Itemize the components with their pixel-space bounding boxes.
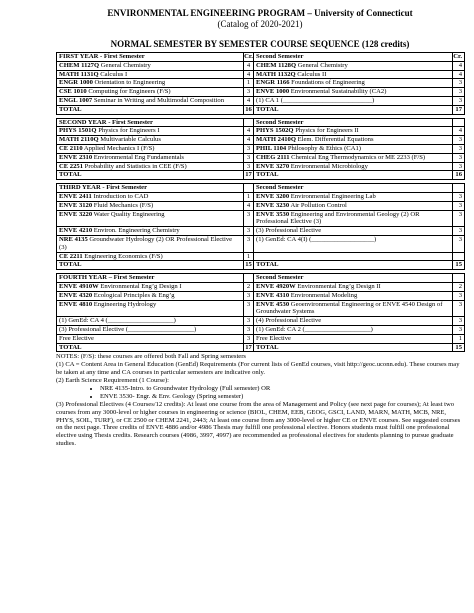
course-code: ENVE 3220 xyxy=(59,210,93,218)
course-credits: 1 xyxy=(244,192,254,201)
course-code: ENVE 4910W xyxy=(59,282,99,290)
total-credits-first: 16 xyxy=(245,105,252,113)
course-credits: 3 xyxy=(453,136,465,145)
table-row xyxy=(57,79,465,88)
course-credits: 3 xyxy=(453,210,465,227)
course-name: Environ. Engineering Chemistry xyxy=(92,227,180,235)
course-cell xyxy=(254,162,453,171)
course-cell xyxy=(57,291,244,300)
course-name: (4) Professional Elective xyxy=(256,317,322,325)
course-credits: 4 xyxy=(244,201,254,210)
course-cell xyxy=(254,127,453,136)
course-credits: 3 xyxy=(453,153,465,162)
course-credits: 3 xyxy=(453,325,465,334)
course-credits: 3 xyxy=(244,144,254,153)
total-label: TOTAL xyxy=(254,171,453,180)
table-row xyxy=(57,61,465,70)
course-name: Engineering and Environmental Geology (2) OR Professional Elective (3) xyxy=(256,210,420,226)
first-semester-label: FIRST YEAR - First Semester xyxy=(57,53,244,62)
course-credits: 3 xyxy=(453,144,465,153)
course-name: Multivariable Calculus xyxy=(98,136,161,144)
credit-header xyxy=(244,184,254,193)
course-cell xyxy=(57,88,244,97)
course-name: Philosophy & Ethics (CA1) xyxy=(286,144,361,152)
course-credits: 3 xyxy=(453,235,465,252)
course-credits: 4 xyxy=(244,127,254,136)
course-cell xyxy=(254,70,453,79)
course-cell xyxy=(254,300,453,317)
course-cell xyxy=(254,201,453,210)
course-cell xyxy=(57,127,244,136)
table-row xyxy=(57,192,465,201)
course-credits: 3 xyxy=(244,153,254,162)
table-row xyxy=(57,162,465,171)
total-credits-first: 17 xyxy=(245,343,252,351)
course-credits: 3 xyxy=(244,88,254,97)
course-code: ENVE 3230 xyxy=(256,201,290,209)
course-cell xyxy=(254,153,453,162)
table-row xyxy=(57,201,465,210)
course-code: ENVE 4210 xyxy=(59,227,93,235)
total-credits-second: 16 xyxy=(453,171,465,180)
course-cell xyxy=(57,227,244,236)
total-credits-second: 15 xyxy=(453,261,465,270)
table-row xyxy=(57,88,465,97)
list-item: • ENVE 3530- Engr. & Env. Geology (Spring semester) xyxy=(100,393,466,401)
credit-header: Cr. xyxy=(453,53,465,62)
course-cell xyxy=(57,282,244,291)
course-credits: 1 xyxy=(453,334,465,343)
course-name: Environmental Eng Fundamentals xyxy=(92,153,184,161)
course-cell xyxy=(254,334,453,343)
course-code: ENVE 3270 xyxy=(256,162,290,170)
credit-header xyxy=(244,274,254,283)
course-name: Chemical Eng Thermodynamics or ME 2233 (F/S) xyxy=(289,153,426,161)
total-credits-first: 17 xyxy=(245,171,252,179)
table-row xyxy=(57,210,465,227)
course-cell xyxy=(254,252,453,261)
list-item: • NRE 4135-Intro. to Groundwater Hydrology (Full semester) OR xyxy=(100,385,466,393)
course-code: MATH 1132Q xyxy=(256,70,296,78)
notes-section xyxy=(56,353,466,448)
course-cell xyxy=(254,79,453,88)
course-credits: 4 xyxy=(244,136,254,145)
course-code: CHEM 1127Q xyxy=(59,61,100,69)
course-credits: 3 xyxy=(244,325,254,334)
semester-table-2 xyxy=(56,118,465,181)
course-code: CHEM 1128Q xyxy=(256,61,297,69)
semester-table-1 xyxy=(56,52,465,115)
course-credits: 4 xyxy=(244,70,254,79)
first-semester-label: FOURTH YEAR – First Semester xyxy=(57,274,244,283)
catalog-year: (Catalog of 2020-2021) xyxy=(217,19,303,29)
course-code: MATH 2110Q xyxy=(59,136,99,144)
total-label: TOTAL xyxy=(254,343,453,352)
course-cell xyxy=(57,79,244,88)
course-credits: 3 xyxy=(453,227,465,236)
total-row xyxy=(57,105,465,114)
course-cell xyxy=(57,300,244,317)
table-row xyxy=(57,136,465,145)
course-name: (1) GenEd: CA 4(I) (___________________) xyxy=(256,235,377,243)
total-credits-first: 15 xyxy=(245,261,252,269)
course-code: CHEG 2111 xyxy=(256,153,290,161)
course-name: Calculus I xyxy=(98,70,128,78)
course-name: Environmental Microbiology xyxy=(289,162,368,170)
course-cell xyxy=(57,334,244,343)
course-code: NRE 4135 xyxy=(59,235,88,243)
total-label: TOTAL xyxy=(57,171,244,180)
course-credits: 3 xyxy=(453,192,465,201)
course-cell xyxy=(57,162,244,171)
course-credits: 1 xyxy=(244,252,254,261)
course-name: (3) Professional Elective (____________________) xyxy=(59,325,197,333)
course-credits: 3 xyxy=(244,334,254,343)
course-code: MATH 2410Q xyxy=(256,136,296,144)
course-credits: 4 xyxy=(453,127,465,136)
course-credits: 3 xyxy=(453,317,465,326)
course-code: ENGR 1000 xyxy=(59,79,93,87)
course-name: Calculus II xyxy=(295,70,327,78)
course-code: ENGR 1166 xyxy=(256,79,290,87)
course-credits: 3 xyxy=(453,96,465,105)
sequence-title: NORMAL SEMESTER BY SEMESTER COURSE SEQUENCE (128 credits) xyxy=(110,39,410,49)
course-cell xyxy=(57,70,244,79)
course-name: Probability and Statistics in CEE (F/S) xyxy=(83,162,187,170)
course-code: CE 2251 xyxy=(59,162,83,170)
course-credits: 3 xyxy=(244,300,254,317)
total-row xyxy=(57,261,465,270)
course-name: Environmental Eng’g Design II xyxy=(295,282,381,290)
course-code: PHYS 1502Q xyxy=(256,127,294,135)
total-row xyxy=(57,171,465,180)
course-name: Free Elective xyxy=(256,334,291,342)
course-cell xyxy=(57,136,244,145)
course-name: Environmental Eng’g Design I xyxy=(98,282,182,290)
course-name: Environmental Engineering Lab xyxy=(289,192,376,200)
total-row xyxy=(57,343,465,352)
course-credits: 2 xyxy=(453,282,465,291)
note-fs: NOTES: (F/S): these courses are offered both Fall and Spring semesters xyxy=(56,353,246,361)
table-row xyxy=(57,300,465,317)
course-code: ENGL 1007 xyxy=(59,96,93,104)
course-name: Air Pollution Control xyxy=(289,201,347,209)
course-name: Applied Mechanics I (F/S) xyxy=(82,144,155,152)
course-credits: 3 xyxy=(244,227,254,236)
course-cell xyxy=(57,201,244,210)
note-3: (3) Professional Electives (4 Courses/12 credits): At least one course from the area of Management and Policy (see next page for courses); At least two courses from any 3000-level or higher courses in engineering or science (BIOL, CHEM, EEB, GEOG, GSCI, LAND, MARN, MATH, MCB, NRE, PHYS, SOIL, TURF), or CE 2500 or CHEM 2241, 2443; At least one course from any 3000-level or higher CE or ENVE courses. See suggested courses on the next page. Three credits of ENVE 4886 and/or 4986 Thesis may fulfill one professional elective. Honors students must fulfill one professional elective using Thesis credits. Research courses (4986, 3997, 4997) are recommended as professional electives for students planning to pursue graduate studies. xyxy=(56,400,461,448)
course-code: ENVE 4530 xyxy=(256,300,290,308)
course-cell xyxy=(57,96,244,105)
table-row xyxy=(57,144,465,153)
table-row xyxy=(57,317,465,326)
course-code: CE 2110 xyxy=(59,144,83,152)
course-name: Computing for Engineers (F/S) xyxy=(86,88,171,96)
table-row xyxy=(57,153,465,162)
course-cell xyxy=(57,325,244,334)
table-row xyxy=(57,291,465,300)
credit-header xyxy=(453,118,465,127)
table-row xyxy=(57,334,465,343)
course-code: ENVE 3530 xyxy=(256,210,290,218)
course-cell xyxy=(57,235,244,252)
course-cell xyxy=(254,227,453,236)
course-name: Ecological Principles & Eng’g xyxy=(92,291,175,299)
course-cell xyxy=(57,153,244,162)
course-name: Seminar in Writing and Multimodal Composition xyxy=(92,96,225,104)
credit-header xyxy=(244,118,254,127)
course-cell xyxy=(254,282,453,291)
course-code: ENVE 2310 xyxy=(59,153,93,161)
course-cell xyxy=(254,210,453,227)
course-name: Foundations of Engineering xyxy=(289,79,365,87)
first-semester-label: THIRD YEAR - First Semester xyxy=(57,184,244,193)
course-name: General Chemistry xyxy=(99,61,151,69)
second-semester-label: Second Semester xyxy=(254,53,453,62)
second-semester-label: Second Semester xyxy=(254,274,453,283)
course-cell xyxy=(57,61,244,70)
course-credits: 4 xyxy=(453,61,465,70)
table-row xyxy=(57,96,465,105)
total-label: TOTAL xyxy=(57,261,244,270)
semester-header-row xyxy=(57,118,465,127)
course-credits: 3 xyxy=(453,79,465,88)
course-code: ENVE 4310 xyxy=(256,291,290,299)
course-cell xyxy=(57,252,244,261)
course-code: MATH 1131Q xyxy=(59,70,99,78)
course-credits: 4 xyxy=(244,61,254,70)
course-cell xyxy=(254,192,453,201)
course-cell xyxy=(57,210,244,227)
course-code: ENVE 4810 xyxy=(59,300,93,308)
credit-header: Cr. xyxy=(244,53,253,60)
course-name: Geoenvironmental Engineering or ENVE 4540 Design of Groundwater Systems xyxy=(256,300,443,316)
total-label: TOTAL xyxy=(254,261,453,270)
course-name: General Chemistry xyxy=(296,61,348,69)
semester-header-row xyxy=(57,184,465,193)
course-name: Environmental Sustainability (CA2) xyxy=(289,88,387,96)
course-code: ENVE 4320 xyxy=(59,291,93,299)
course-name: Free Elective xyxy=(59,334,94,342)
earth-science-list xyxy=(56,385,466,401)
course-name: Groundwater Hydrology (2) OR Professional Elective (3) xyxy=(59,235,233,251)
course-code: ENVE 4920W xyxy=(256,282,296,290)
course-credits: 3 xyxy=(244,210,254,227)
program-title: ENVIRONMENTAL ENGINEERING PROGRAM – University of Connecticut xyxy=(107,8,413,18)
course-code: CSE 1010 xyxy=(59,88,87,96)
second-semester-label: Second Semester xyxy=(254,184,453,193)
course-cell xyxy=(254,235,453,252)
course-credits xyxy=(453,252,465,261)
course-credits: 3 xyxy=(453,300,465,317)
table-row xyxy=(57,227,465,236)
course-name: Elem. Differential Equations xyxy=(296,136,374,144)
course-name: Engineering Economics (F/S) xyxy=(82,252,163,260)
course-code: CE 2211 xyxy=(59,252,83,260)
table-row xyxy=(57,282,465,291)
table-row xyxy=(57,70,465,79)
course-code: PHYS 1501Q xyxy=(59,127,97,135)
course-cell xyxy=(254,61,453,70)
course-name: Orientation to Engineering xyxy=(92,79,166,87)
course-credits: 3 xyxy=(453,201,465,210)
first-semester-label: SECOND YEAR - First Semester xyxy=(57,118,244,127)
semester-table-4 xyxy=(56,273,465,352)
semester-header-row xyxy=(57,53,465,62)
total-credits-second: 15 xyxy=(453,343,465,352)
course-credits: 4 xyxy=(453,70,465,79)
course-credits: 2 xyxy=(244,282,254,291)
course-credits: 3 xyxy=(453,162,465,171)
course-cell xyxy=(57,144,244,153)
table-row xyxy=(57,325,465,334)
note-2: (2) Earth Science Requirement (1 Course): xyxy=(56,377,169,385)
course-cell xyxy=(254,96,453,105)
course-name: Introduction to CAD xyxy=(91,192,149,200)
course-cell xyxy=(254,136,453,145)
table-row xyxy=(57,252,465,261)
course-name: Environmental Modeling xyxy=(289,291,358,299)
course-cell xyxy=(57,192,244,201)
course-credits: 3 xyxy=(244,162,254,171)
credit-header xyxy=(453,274,465,283)
course-credits: 3 xyxy=(244,317,254,326)
course-cell xyxy=(254,144,453,153)
course-code: ENVE 3120 xyxy=(59,201,93,209)
credit-header xyxy=(453,184,465,193)
total-label: TOTAL xyxy=(57,105,244,114)
course-cell xyxy=(254,317,453,326)
course-credits: 3 xyxy=(244,291,254,300)
course-cell xyxy=(254,325,453,334)
course-name: Water Quality Engineering xyxy=(92,210,165,218)
course-code: ENVE 2411 xyxy=(59,192,92,200)
course-name: (1) GenEd: CA 2 (____________________) xyxy=(256,325,373,333)
note-1: (1) CA = Content Area in General Education (GenEd) Requirements (For current lists of GenEd courses, visit http://geoc.uconn.edu). These courses may be taken at any time and CA courses in particular semesters are indicative only. xyxy=(56,361,460,377)
course-name: (3) Professional Elective xyxy=(256,227,322,235)
course-cell xyxy=(254,88,453,97)
course-code: ENVE 1000 xyxy=(256,88,290,96)
course-credits: 3 xyxy=(453,88,465,97)
course-name: (1) GenEd: CA 4 (____________________) xyxy=(59,317,176,325)
total-credits-second: 17 xyxy=(453,105,465,114)
table-row xyxy=(57,235,465,252)
course-name: Fluid Mechanics (F/S) xyxy=(92,201,154,209)
course-credits: 3 xyxy=(244,235,254,252)
second-semester-label: Second Semester xyxy=(254,118,453,127)
course-credits: 1 xyxy=(244,79,254,88)
table-row xyxy=(57,127,465,136)
semester-table-3 xyxy=(56,183,465,270)
semester-tables xyxy=(56,52,464,352)
course-name: (1) CA 1 (___________________________) xyxy=(256,96,375,104)
total-label: TOTAL xyxy=(254,105,453,114)
total-label: TOTAL xyxy=(57,343,244,352)
course-name: Physics for Engineers II xyxy=(293,127,359,135)
course-code: ENVE 3200 xyxy=(256,192,290,200)
course-cell xyxy=(254,291,453,300)
course-credits: 4 xyxy=(244,96,254,105)
course-credits: 3 xyxy=(453,291,465,300)
course-name: Physics for Engineers I xyxy=(96,127,160,135)
course-name: Engineering Hydrology xyxy=(92,300,157,308)
course-code: PHIL 1104 xyxy=(256,144,287,152)
semester-header-row xyxy=(57,274,465,283)
course-cell xyxy=(57,317,244,326)
